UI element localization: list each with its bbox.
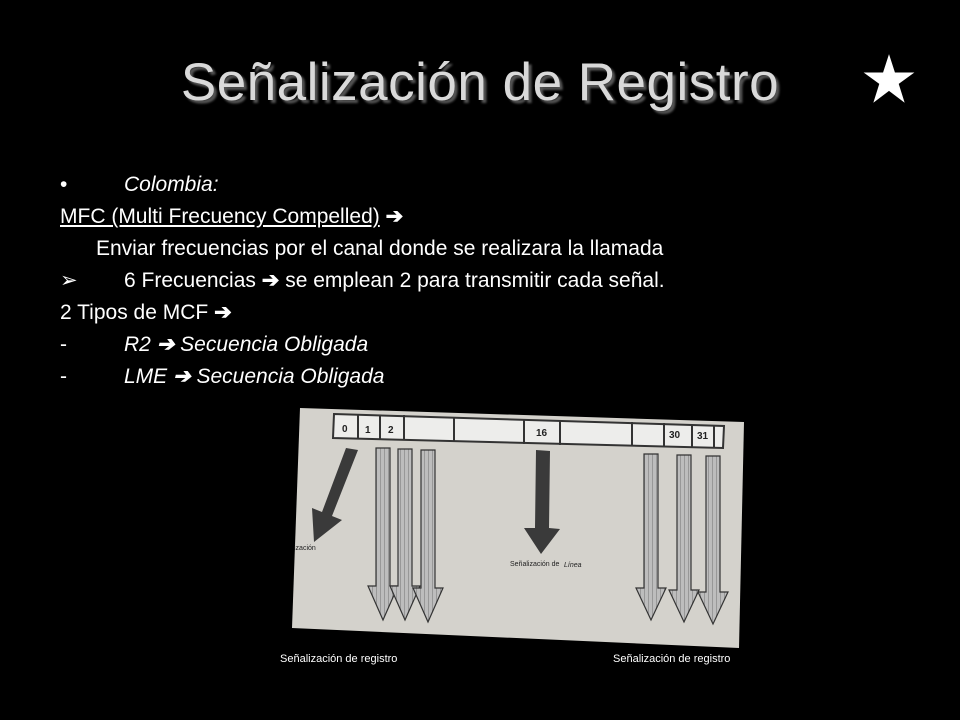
signaling-diagram xyxy=(292,408,744,648)
arrow-right-icon: ➔ xyxy=(214,301,232,324)
lme-line xyxy=(60,362,940,392)
diagram-center-label-italic: Línea xyxy=(564,562,582,569)
frequencies-line xyxy=(60,266,940,296)
diagram-center-label: Señalización de xyxy=(510,561,560,568)
lme-label: LME xyxy=(124,365,168,388)
star-icon xyxy=(862,52,916,106)
lme-sequence: Secuencia Obligada xyxy=(196,365,385,388)
types-text: 2 Tipos de MCF xyxy=(60,301,209,324)
arrow-right-icon: ➔ xyxy=(261,269,280,292)
slide-title: Señalización de Registro xyxy=(180,53,780,112)
r2-line xyxy=(60,330,940,360)
dash-marker: - xyxy=(60,365,67,388)
caption-right: Señalización de registro xyxy=(613,653,731,665)
register-arrow-icon xyxy=(368,448,443,622)
slot-label-0: 0 xyxy=(342,424,348,435)
dash-marker: - xyxy=(60,333,67,356)
country-label: Colombia: xyxy=(124,173,219,196)
send-text: Enviar frecuencias por el canal donde se realizara la llamada xyxy=(96,237,664,260)
frequency-count: 6 Frecuencias xyxy=(124,269,256,292)
slot-label-16: 16 xyxy=(536,428,548,439)
send-line xyxy=(96,234,663,264)
mfc-label: MFC (Multi Frecuency Compelled) xyxy=(60,205,380,228)
bullet-icon: • xyxy=(60,173,68,196)
r2-sequence: Secuencia Obligada xyxy=(180,333,369,356)
types-line xyxy=(60,298,232,328)
r2-label: R2 xyxy=(124,333,151,356)
frequency-detail: se emplean 2 para transmitir cada señal. xyxy=(285,269,665,292)
arrowhead-bullet-icon: ➢ xyxy=(60,269,78,292)
diagram-left-label: ización xyxy=(294,545,316,552)
slot-label-2: 2 xyxy=(388,425,394,436)
mfc-line xyxy=(60,202,403,232)
arrow-right-icon: ➔ xyxy=(385,205,404,228)
arrow-right-icon: ➔ xyxy=(173,365,191,388)
slot-label-31: 31 xyxy=(697,431,709,442)
arrow-right-icon: ➔ xyxy=(156,333,175,356)
slot-label-30: 30 xyxy=(669,430,681,441)
slot-label-1: 1 xyxy=(365,425,371,436)
caption-left: Señalización de registro xyxy=(280,653,398,665)
register-arrow-icon xyxy=(636,454,728,624)
